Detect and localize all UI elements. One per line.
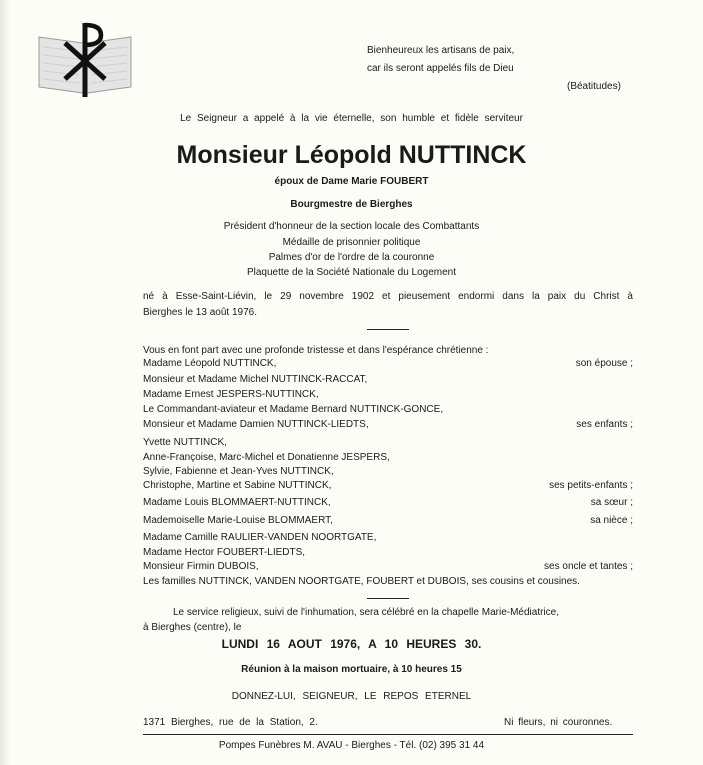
family-name: Madame Camille RAULIER-VANDEN NOORTGATE, xyxy=(143,532,377,543)
reunion-line: Réunion à la maison mortuaire, à 10 heures 15 xyxy=(241,664,462,675)
family-name: Madame Hector FOUBERT-LIEDTS, xyxy=(143,547,306,558)
intro-line: Le Seigneur a appelé à la vie éternelle, son humble et fidèle serviteur xyxy=(180,113,523,124)
beatitude-line-2: car ils seront appelés fils de Dieu xyxy=(367,63,514,74)
spouse-line: époux de Dame Marie FOUBERT xyxy=(274,176,429,187)
family-row xyxy=(143,496,633,510)
family-name: Monsieur Firmin DUBOIS, xyxy=(143,561,259,572)
no-flowers-line: Ni fleurs, ni couronnes. xyxy=(504,717,613,728)
family-name: Mademoiselle Marie-Louise BLOMMAERT, xyxy=(143,515,333,526)
family-relation: sa nièce ; xyxy=(590,515,633,526)
honor-1: Président d'honneur de la section locale des Combattants xyxy=(223,221,480,232)
family-row xyxy=(143,436,633,450)
family-row xyxy=(143,531,633,545)
prayer-line: DONNEZ-LUI, SEIGNEUR, LE REPOS ETERNEL xyxy=(231,691,472,702)
deceased-name: Monsieur Léopold NUTTINCK xyxy=(176,141,527,169)
family-relation: ses enfants ; xyxy=(576,419,633,430)
family-name: Madame Louis BLOMMAERT-NUTTINCK, xyxy=(143,497,331,508)
birth-line-2: Bierghes le 13 août 1976. xyxy=(143,307,257,318)
family-row xyxy=(143,560,633,574)
family-name: Christophe, Martine et Sabine NUTTINCK, xyxy=(143,480,332,491)
family-row xyxy=(143,418,633,432)
funeral-home-line: Pompes Funèbres M. AVAU - Bierghes - Tél. (02) 395 31 44 xyxy=(218,740,485,751)
family-name: Monsieur et Madame Damien NUTTINCK-LIEDTS, xyxy=(143,419,369,430)
beatitude-line-1: Bienheureux les artisans de paix, xyxy=(367,45,515,56)
divider-1 xyxy=(367,329,409,330)
family-row xyxy=(143,388,633,402)
service-date: LUNDI 16 AOUT 1976, A 10 HEURES 30. xyxy=(221,637,482,651)
birth-line-1: né à Esse-Saint-Liévin, le 29 novembre 1902 et pieusement endormi dans la paix du Christ à xyxy=(143,291,633,302)
family-name: Yvette NUTTINCK, xyxy=(143,437,227,448)
title-line: Bourgmestre de Bierghes xyxy=(290,199,413,210)
family-name: Anne-Françoise, Marc-Michel et Donatienne JESPERS, xyxy=(143,452,390,463)
family-relation: sa sœur ; xyxy=(590,497,633,508)
footer-rule xyxy=(143,734,633,735)
family-name: Madame Ernest JESPERS-NUTTINCK, xyxy=(143,389,319,400)
service-line-1: Le service religieux, suivi de l'inhumation, sera célébré en la chapelle Marie-Médiatrice, xyxy=(173,607,559,618)
honor-3: Palmes d'or de l'ordre de la couronne xyxy=(268,252,435,263)
family-name: Madame Léopold NUTTINCK, xyxy=(143,358,277,369)
family-row xyxy=(143,373,633,387)
family-row xyxy=(143,465,633,479)
family-row xyxy=(143,357,633,371)
chi-rho-book-icon xyxy=(35,17,135,99)
family-row xyxy=(143,514,633,528)
family-relation: ses petits-enfants ; xyxy=(549,480,633,491)
family-name: Sylvie, Fabienne et Jean-Yves NUTTINCK, xyxy=(143,466,334,477)
family-name: Monsieur et Madame Michel NUTTINCK-RACCAT, xyxy=(143,374,368,385)
family-relation: son épouse ; xyxy=(575,358,633,369)
honor-2: Médaille de prisonnier politique xyxy=(282,237,421,248)
families-line: Les familles NUTTINCK, VANDEN NOORTGATE, FOUBERT et DUBOIS, ses cousins et cousines. xyxy=(143,576,580,587)
family-row xyxy=(143,403,633,417)
announce-intro: Vous en font part avec une profonde tristesse et dans l'espérance chrétienne : xyxy=(143,345,489,356)
family-name: Le Commandant-aviateur et Madame Bernard NUTTINCK-GONCE, xyxy=(143,404,444,415)
family-row xyxy=(143,546,633,560)
address-line: 1371 Bierghes, rue de la Station, 2. xyxy=(143,717,318,728)
beatitude-source: (Béatitudes) xyxy=(567,81,621,92)
divider-2 xyxy=(367,598,409,599)
family-row xyxy=(143,479,633,493)
family-relation: ses oncle et tantes ; xyxy=(544,561,633,572)
family-row xyxy=(143,451,633,465)
service-line-2: à Bierghes (centre), le xyxy=(143,622,242,633)
honor-4: Plaquette de la Société Nationale du Logement xyxy=(246,267,457,278)
